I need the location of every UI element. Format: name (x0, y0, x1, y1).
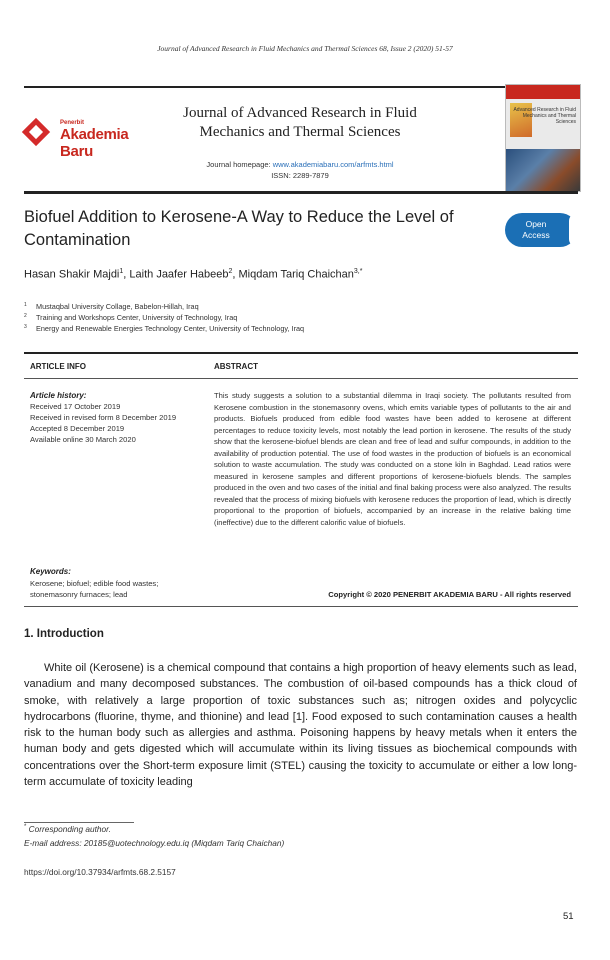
logo-small-text: Penerbit (60, 120, 85, 126)
author-sup: 3,* (353, 268, 363, 275)
journal-homepage (150, 159, 450, 181)
info-bottom-rule (24, 606, 578, 607)
author-name: Laith Jaafer Habeeb (129, 268, 229, 281)
homepage-label: Journal homepage: (206, 160, 273, 169)
affiliation: 1 Mustaqbal University Collage, Babelon-Hillah, Iraq (24, 302, 199, 311)
abstract-header: ABSTRACT (214, 362, 258, 371)
info-top-rule (24, 352, 578, 354)
header-bottom-rule (24, 191, 578, 194)
header-top-rule (24, 86, 578, 88)
publisher-logo (24, 120, 164, 160)
keywords: Kerosene; biofuel; edible food wastes; stonemasonry furnaces; lead (30, 579, 159, 599)
abstract-text: This study suggests a solution to a substantial dilemma in Iraqi society. The pollutants resulted from Kerosene combustion in the stonemasonry ovens, which emits variable types of pollutants to the air and products. Biofuels produced from edible food wastes have been added to kerosene at different percentages to reduce toxicity levels, most notably the lead portion in kerosene. The results of the study show that the kerosene-biofuel blends are clean and free of lead and sulfur compounds, in addition to the availability of production potential. The use of food wastes in the production of biofuels is an economical solution to waste accumulation. The study was conducted on a stone kiln in Baghdad. Lead ratios were measured in kerosene samples and different proportions of kerosene-biofuels blends. The samples produced in the oven and two cases of the initial and final baking process were also analyzed. The results revealed that the process of mixing biofuels with kerosene reduces the proportion of lead, which is directly proportional to the proportion of biofuels, accompanied by an increase in the relative baking time (ineffective) due to the different calorific value of biofuels. (214, 391, 571, 527)
journal-title-line2: Mechanics and Thermal Sciences (199, 124, 401, 140)
doi-link[interactable]: https://doi.org/10.37934/arfmts.68.2.5157 (24, 867, 176, 877)
history-item: Received 17 October 2019 (30, 402, 121, 411)
author-sup: 2 (228, 268, 233, 275)
logo-mark-icon (22, 118, 50, 146)
author-name: Hasan Shakir Majdi (24, 268, 120, 281)
homepage-link[interactable]: www.akademiabaru.com/arfmts.html (272, 160, 394, 169)
copyright-notice: Copyright © 2020 PENERBIT AKADEMIA BARU - All rights reserved (328, 590, 571, 599)
paper-title (24, 206, 484, 252)
footnote-rule (24, 822, 134, 823)
journal-title (150, 104, 450, 142)
journal-cover-image (505, 84, 581, 192)
corresponding-author-note: * Corresponding author. (24, 824, 111, 834)
running-head: Journal of Advanced Research in Fluid Mechanics and Thermal Sciences 68, Issue 2 (2020) 51-57 (157, 44, 453, 53)
section-heading: 1. Introduction (24, 628, 104, 640)
affiliation: 2 Training and Workshops Center, University of Technology, Iraq (24, 313, 238, 322)
cover-title: Advanced Research in Fluid Mechanics and Thermal Sciences (513, 107, 576, 125)
affiliation: 3 Energy and Renewable Energies Technology Center, University of Technology, Iraq (24, 324, 305, 333)
open-access-badge[interactable] (505, 213, 577, 247)
author-name: Miqdam Tariq Chaichan (238, 268, 354, 281)
logo-name: Akademia Baru (60, 126, 129, 160)
intro-paragraph: White oil (Kerosene) is a chemical compound that contains a high proportion of heavy elements such as lead, vanadium and many decomposed substances. The combustion of oil-based compounds has a thick cloud of smoke, with relatively a large proportion of toxic substances such as; nitrogen oxides and polycyclic hydrocarbons (fluorine, thyme, and thionine) and lead [1]. Food exposed to such contamination causes a health risk to the human body such as allergies and asthma. Poisoning happens by heavy metals when it enters the human body and gets digested which will accumulate within its living tissues as biochemical compounds with concentrations over the Short-term exposure limit (STEL) causing the toxicity to accumulate or either a low long-term accumulate of toxicity leading (24, 662, 577, 789)
history-item: Available online 30 March 2020 (30, 435, 136, 444)
paper-title-line2: Contamination (24, 231, 131, 249)
author-list: Hasan Shakir Majdi$^1$, Laith Jaafer Habeeb$^2$, Miqdam Tariq Chaichan$^{3,*}$ (24, 268, 363, 281)
paper-title-line1: Biofuel Addition to Kerosene-A Way to Reduce the Level of (24, 208, 454, 226)
corresponding-email: E-mail address: 20185@uotechnology.edu.iq (Miqdam Tariq Chaichan) (24, 838, 285, 848)
info-header-rule (24, 378, 578, 379)
history-item: Accepted 8 December 2019 (30, 424, 125, 433)
page-number: 51 (563, 911, 574, 922)
author-sup: 1 (119, 268, 124, 275)
history-label: Article history: (30, 391, 87, 400)
journal-title-line1: Journal of Advanced Research in Fluid (183, 105, 417, 121)
open-access-line1: Open (525, 219, 547, 229)
journal-issn: ISSN: 2289-7879 (271, 171, 329, 180)
history-item: Received in revised form 8 December 2019 (30, 413, 177, 422)
article-info-header: ARTICLE INFO (30, 362, 86, 371)
open-access-line2: Access (522, 230, 550, 240)
keywords-label: Keywords: (30, 567, 71, 576)
